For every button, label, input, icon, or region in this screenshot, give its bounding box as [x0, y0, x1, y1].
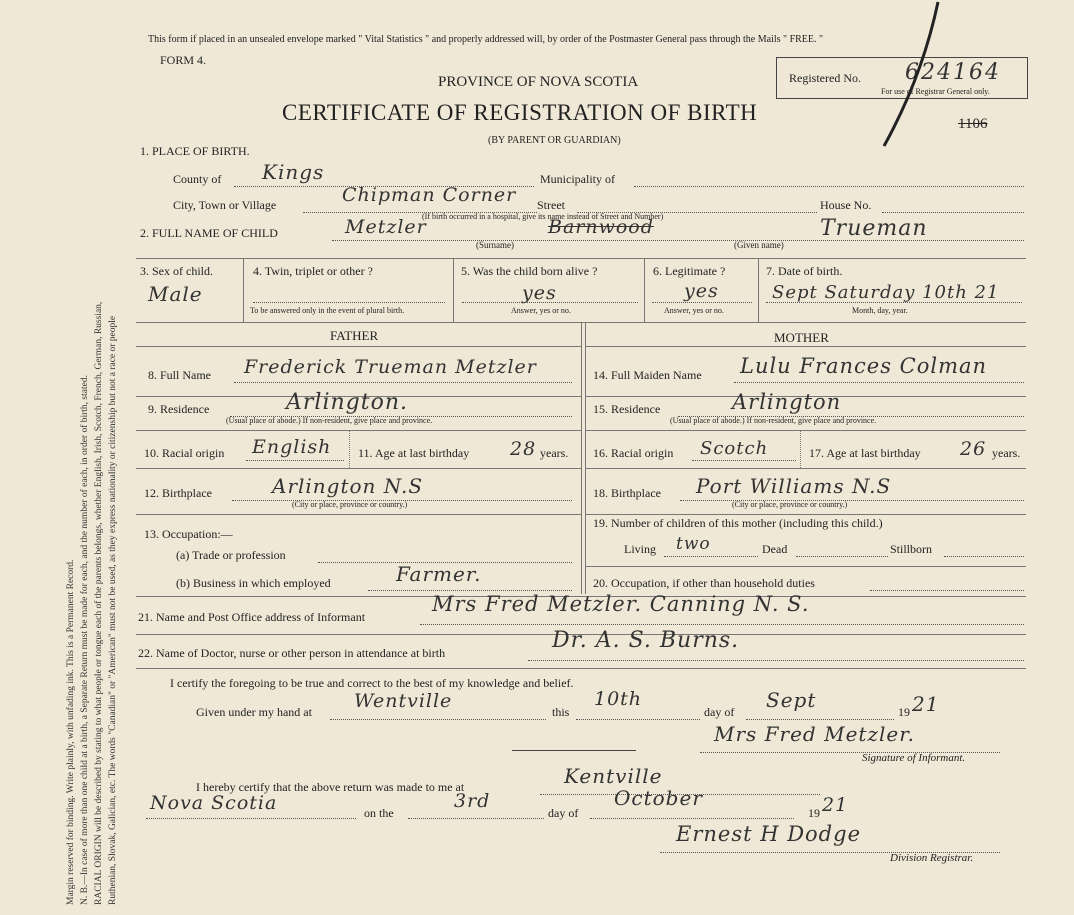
father-birthplace-label: 12. Birthplace	[144, 486, 212, 500]
registrar-signature: Ernest H Dodge	[676, 822, 861, 846]
doctor-value: Dr. A. S. Burns.	[552, 628, 740, 653]
informant-value: Mrs Fred Metzler. Canning N. S.	[432, 592, 810, 616]
father-name-value: Frederick Trueman Metzler	[244, 356, 537, 378]
pen-stroke-mark	[880, 0, 940, 150]
father-occupation-label: 13. Occupation:—	[144, 527, 233, 541]
mother-racial-value: Scotch	[700, 438, 769, 459]
certificate-subtitle: (BY PARENT OR GUARDIAN)	[488, 135, 621, 146]
father-age-label: 11. Age at last birthday	[358, 446, 470, 460]
trade-label: (a) Trade or profession	[176, 548, 286, 562]
mother-heading: MOTHER	[774, 330, 829, 345]
county-value: Kings	[262, 160, 325, 184]
mother-occupation-label: 20. Occupation, if other than household duties	[593, 576, 815, 590]
street-label: Street	[537, 198, 565, 212]
margin-plural-birth-note: N. B.—In case of more than one child at a birth, a Separate Return must be made for each, and the number of each, in order of birth, stated.	[80, 375, 90, 905]
father-name-label: 8. Full Name	[148, 368, 211, 382]
certify-year-prefix: 19	[898, 705, 910, 719]
child-name-label: 2. FULL NAME OF CHILD	[140, 226, 278, 240]
registrar-statement: I hereby certify that the above return was made to me at	[196, 780, 465, 794]
children-count-label: 19. Number of children of this mother (including this child.)	[593, 516, 883, 530]
registrar-place-value: Kentville	[564, 764, 663, 788]
division-registrar-label: Division Registrar.	[890, 852, 974, 864]
date-of-birth-value: Sept Saturday 10th 21	[772, 282, 1000, 303]
date-of-birth-label: 7. Date of birth.	[766, 264, 843, 278]
mother-birthplace-value: Port Williams N.S	[696, 474, 892, 498]
mother-name-value: Lulu Frances Colman	[740, 354, 988, 378]
registrar-year-value: 21	[822, 794, 849, 816]
signature-of-informant-label: Signature of Informant.	[862, 752, 966, 764]
father-birthplace-value: Arlington N.S	[272, 474, 424, 498]
born-alive-note: Answer, yes or no.	[511, 306, 571, 315]
certify-day-value: 10th	[594, 688, 643, 710]
born-alive-label: 5. Was the child born alive ?	[461, 264, 598, 278]
doctor-label: 22. Name of Doctor, nurse or other person in attendance at birth	[138, 646, 446, 660]
legitimate-value: yes	[684, 280, 719, 302]
mother-residence-label: 15. Residence	[593, 402, 661, 416]
father-age-years: years.	[540, 446, 569, 460]
certify-day-of-label: day of	[704, 705, 735, 719]
surname-note: (Surname)	[476, 240, 514, 250]
mother-age-value: 26	[960, 438, 987, 460]
given-place-value: Wentville	[354, 690, 453, 712]
county-label: County of	[173, 172, 222, 186]
registrar-on-label: on the	[364, 806, 394, 820]
margin-racial-origin-note-2: Ruthenian, Slovak, Galician, etc. The words "Canadian" or "American" must not be used, as they express nationality or citizenship but not a race or people	[108, 315, 118, 905]
mother-residence-note: (Usual place of abode.) If non-resident, give place and province.	[670, 416, 877, 425]
father-racial-label: 10. Racial origin	[144, 446, 225, 460]
house-number-label: House No.	[820, 198, 872, 212]
father-racial-value: English	[252, 436, 332, 458]
father-residence-label: 9. Residence	[148, 402, 210, 416]
mailing-notice: This form if placed in an unsealed envelope marked " Vital Statistics " and properly addressed will, by order of the Postmaster General pass through the Mails " FREE. "	[148, 34, 824, 45]
given-under-label: Given under my hand at	[196, 705, 312, 719]
informant-signature: Mrs Fred Metzler.	[714, 722, 915, 746]
living-label: Living	[624, 542, 656, 556]
date-of-birth-note: Month, day, year.	[852, 306, 908, 315]
mother-birthplace-note: (City or place, province or country.)	[732, 500, 848, 509]
legitimate-label: 6. Legitimate ?	[653, 264, 726, 278]
margin-binding-note: Margin reserved for binding. Write plainly, with unfading ink. This is a Permanent Record.	[66, 559, 76, 905]
certify-month-value: Sept	[766, 688, 817, 712]
father-heading: FATHER	[330, 328, 379, 343]
registrar-day-value: 3rd	[454, 790, 491, 812]
father-birthplace-note: (City or place, province or country.)	[292, 500, 408, 509]
mother-name-label: 14. Full Maiden Name	[593, 368, 702, 382]
form-number: FORM 4.	[160, 53, 207, 67]
stillborn-label: Stillborn	[890, 542, 933, 556]
born-alive-value: yes	[522, 282, 557, 304]
registrar-day-of-label: day of	[548, 806, 579, 820]
child-given-name-value: Trueman	[820, 216, 928, 241]
sex-value: Male	[148, 282, 203, 306]
sex-label: 3. Sex of child.	[140, 264, 213, 278]
registrar-province-value: Nova Scotia	[150, 792, 278, 814]
registrar-month-value: October	[614, 786, 703, 810]
registrar-only-note: For use of Registrar General only.	[881, 87, 990, 96]
father-age-value: 28	[510, 438, 537, 460]
mother-birthplace-label: 18. Birthplace	[593, 486, 661, 500]
province-heading: PROVINCE OF NOVA SCOTIA	[438, 74, 639, 90]
child-surname-value: Metzler	[345, 216, 427, 238]
plural-birth-note: To be answered only in the event of plural birth.	[250, 306, 405, 315]
mother-racial-label: 16. Racial origin	[593, 446, 674, 460]
city-value: Chipman Corner	[342, 184, 517, 206]
municipality-label: Municipality of	[540, 172, 615, 186]
business-value: Farmer.	[396, 562, 482, 586]
informant-label: 21. Name and Post Office address of Informant	[138, 610, 366, 624]
living-value: two	[676, 534, 711, 554]
plural-birth-label: 4. Twin, triplet or other ?	[253, 264, 373, 278]
hospital-note: (If birth occurred in a hospital, give its name instead of Street and Number)	[422, 212, 664, 221]
mother-age-label: 17. Age at last birthday	[809, 446, 921, 460]
father-residence-value: Arlington.	[286, 390, 408, 415]
place-of-birth-label: 1. PLACE OF BIRTH.	[140, 144, 250, 158]
struck-number: 1106	[958, 116, 988, 132]
certificate-title: CERTIFICATE OF REGISTRATION OF BIRTH	[282, 100, 758, 125]
given-name-note: (Given name)	[734, 240, 784, 250]
city-label: City, Town or Village	[173, 198, 277, 212]
legitimate-note: Answer, yes or no.	[664, 306, 724, 315]
margin-racial-origin-note: RACIAL ORIGIN will be described by stating to what people or tongue each of the parents belongs, whether English, Irish, Scotch, French, German, Russian,	[94, 301, 104, 905]
father-residence-note: (Usual place of abode.) If non-resident, give place and province.	[226, 416, 433, 425]
mother-age-years: years.	[992, 446, 1021, 460]
registrar-year-prefix: 19	[808, 806, 820, 820]
dead-label: Dead	[762, 542, 788, 556]
registered-number: 624164	[905, 60, 1001, 85]
child-struck-name: Barnwood	[548, 216, 654, 238]
mother-residence-value: Arlington	[732, 390, 842, 414]
this-label: this	[552, 705, 570, 719]
certify-year-value: 21	[912, 692, 940, 716]
business-label: (b) Business in which employed	[176, 576, 331, 590]
certify-statement: I certify the foregoing to be true and correct to the best of my knowledge and belief.	[170, 676, 574, 690]
registered-label: Registered No.	[789, 71, 861, 85]
